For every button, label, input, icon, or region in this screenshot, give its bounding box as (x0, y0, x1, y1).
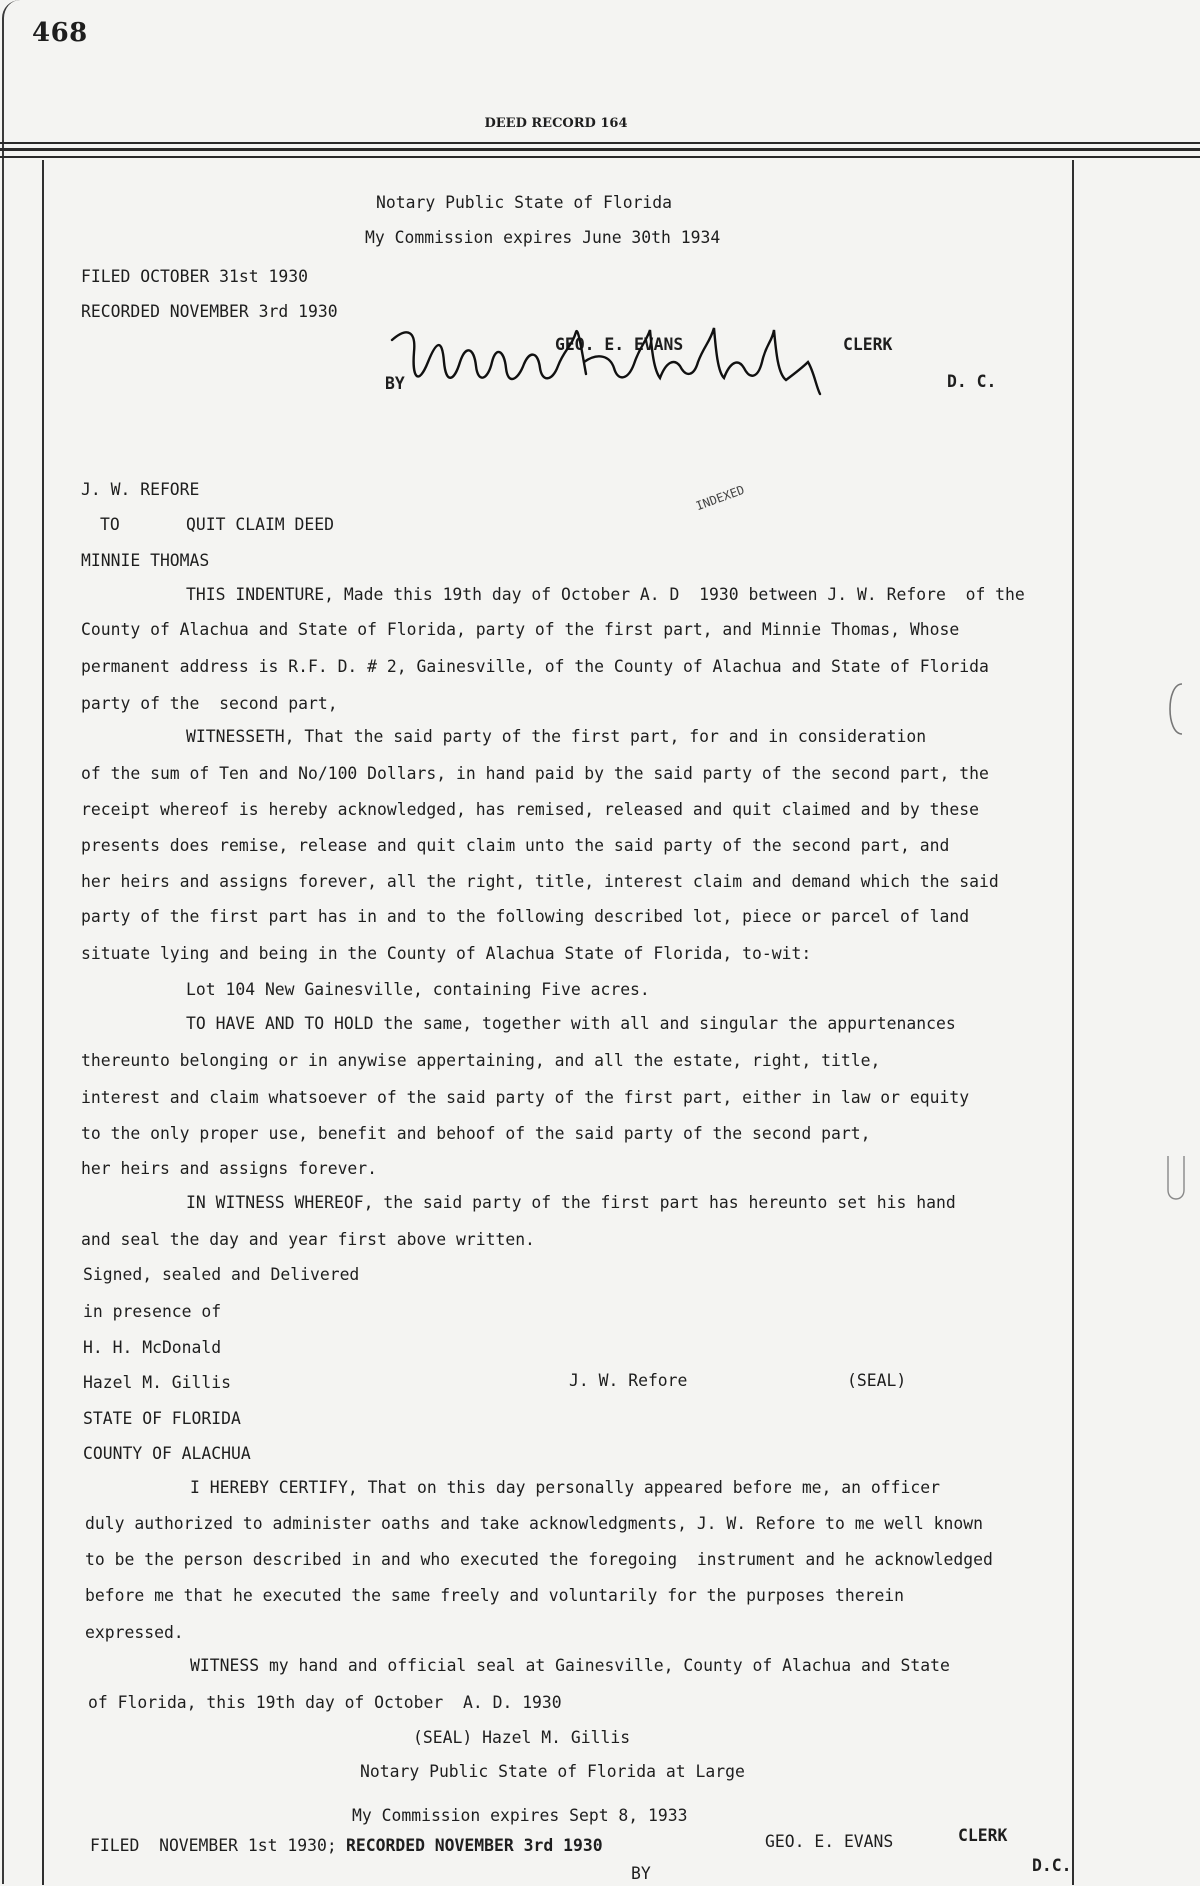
grantee-name: MINNIE THOMAS (81, 551, 210, 570)
binding-ring-mark-lower (1160, 1150, 1190, 1210)
body-line-15: interest and claim whatsoever of the said party of the first part, either in law or equity (81, 1088, 970, 1107)
body-line-11: situate lying and being in the County of Alachua State of Florida, to-wit: (81, 944, 812, 963)
to-label: TO (100, 515, 120, 534)
clerk-name-top: GEO. E. EVANS (555, 335, 684, 354)
notary-title-top: Notary Public State of Florida (376, 193, 673, 212)
notary-commission-top: My Commission expires June 30th 1934 (365, 228, 721, 247)
body-line-1: THIS INDENTURE, Made this 19th day of October A. D 1930 between J. W. Refore of the (186, 585, 1025, 604)
deed-type: QUIT CLAIM DEED (186, 515, 335, 534)
header-rule-bottom (0, 156, 1200, 158)
body-line-13: TO HAVE AND TO HOLD the same, together with all and singular the appurtenances (186, 1014, 956, 1033)
clerk-label-bottom: CLERK (958, 1826, 1008, 1845)
certificate-line-3: to be the person described in and who executed the foregoing instrument and he acknowledged (85, 1550, 993, 1569)
clerk-signature (388, 322, 828, 402)
certificate-line-5: expressed. (85, 1623, 184, 1642)
body-line-6: of the sum of Ten and No/100 Dollars, in hand paid by the said party of the second part, the (81, 764, 989, 783)
record-title: DEED RECORD 164 (484, 116, 628, 131)
in-presence-line: in presence of (83, 1302, 222, 1321)
body-line-12: Lot 104 New Gainesville, containing Five acres. (186, 980, 650, 999)
binding-ring-mark (1160, 680, 1190, 740)
header-rule-middle (0, 148, 1200, 151)
witness-2: Hazel M. Gillis (83, 1373, 232, 1392)
body-line-7: receipt whereof is hereby acknowledged, has remised, released and quit claimed and by these (81, 800, 979, 819)
by-label-top: BY (385, 374, 405, 393)
notary-title-bottom: Notary Public State of Florida at Large (360, 1762, 745, 1781)
body-line-4: party of the second part, (81, 694, 338, 713)
recorded-date-top: RECORDED NOVEMBER 3rd 1930 (81, 302, 338, 321)
body-line-5: WITNESSETH, That the said party of the first part, for and in consideration (186, 727, 927, 746)
venue-county: COUNTY OF ALACHUA (83, 1444, 251, 1463)
clerk-label-top: CLERK (843, 335, 893, 354)
body-line-17: her heirs and assigns forever. (81, 1159, 378, 1178)
body-line-3: permanent address is R.F. D. # 2, Gainesville, of the County of Alachua and State of Florida (81, 657, 989, 676)
certificate-line-6: WITNESS my hand and official seal at Gainesville, County of Alachua and State (190, 1656, 950, 1675)
dc-label-bottom: D.C. (1032, 1856, 1072, 1875)
indexed-stamp: INDEXED (694, 482, 747, 514)
header-rule-top (0, 142, 1200, 144)
notary-seal-name: (SEAL) Hazel M. Gillis (413, 1728, 631, 1747)
filed-date-bottom: FILED NOVEMBER 1st 1930; (90, 1836, 337, 1855)
grantor-seal: (SEAL) (847, 1371, 907, 1390)
grantor-name: J. W. REFORE (81, 480, 200, 499)
notary-commission-bottom: My Commission expires Sept 8, 1933 (352, 1806, 688, 1825)
left-margin-line (42, 160, 44, 1885)
body-line-18: IN WITNESS WHEREOF, the said party of the first part has hereunto set his hand (186, 1193, 956, 1212)
by-label-bottom: BY (631, 1864, 651, 1883)
body-line-8: presents does remise, release and quit claim unto the said party of the second part, and (81, 836, 950, 855)
grantor-signature: J. W. Refore (569, 1371, 688, 1390)
body-line-9: her heirs and assigns forever, all the right, title, interest claim and demand which the said (81, 872, 999, 891)
body-line-10: party of the first part has in and to the following described lot, piece or parcel of land (81, 907, 970, 926)
dc-label-top: D. C. (947, 372, 997, 391)
certificate-line-1: I HEREBY CERTIFY, That on this day personally appeared before me, an officer (190, 1478, 940, 1497)
recorded-date-bottom: RECORDED NOVEMBER 3rd 1930 (346, 1836, 603, 1855)
certificate-line-2: duly authorized to administer oaths and take acknowledgments, J. W. Refore to me well known (85, 1514, 983, 1533)
body-line-16: to the only proper use, benefit and behoof of the said party of the second part, (81, 1124, 871, 1143)
body-line-19: and seal the day and year first above written. (81, 1230, 535, 1249)
body-line-2: County of Alachua and State of Florida, party of the first part, and Minnie Thomas, Whose (81, 620, 960, 639)
clerk-name-bottom: GEO. E. EVANS (765, 1832, 894, 1851)
body-line-14: thereunto belonging or in anywise appertaining, and all the estate, right, title, (81, 1051, 881, 1070)
witness-1: H. H. McDonald (83, 1338, 222, 1357)
page-number: 468 (32, 18, 88, 48)
signed-sealed-line: Signed, sealed and Delivered (83, 1265, 360, 1284)
certificate-line-7: of Florida, this 19th day of October A. D. 1930 (88, 1693, 562, 1712)
venue-state: STATE OF FLORIDA (83, 1409, 241, 1428)
filed-date-top: FILED OCTOBER 31st 1930 (81, 267, 308, 286)
certificate-line-4: before me that he executed the same freely and voluntarily for the purposes therein (85, 1586, 905, 1605)
right-margin-line (1072, 160, 1074, 1885)
